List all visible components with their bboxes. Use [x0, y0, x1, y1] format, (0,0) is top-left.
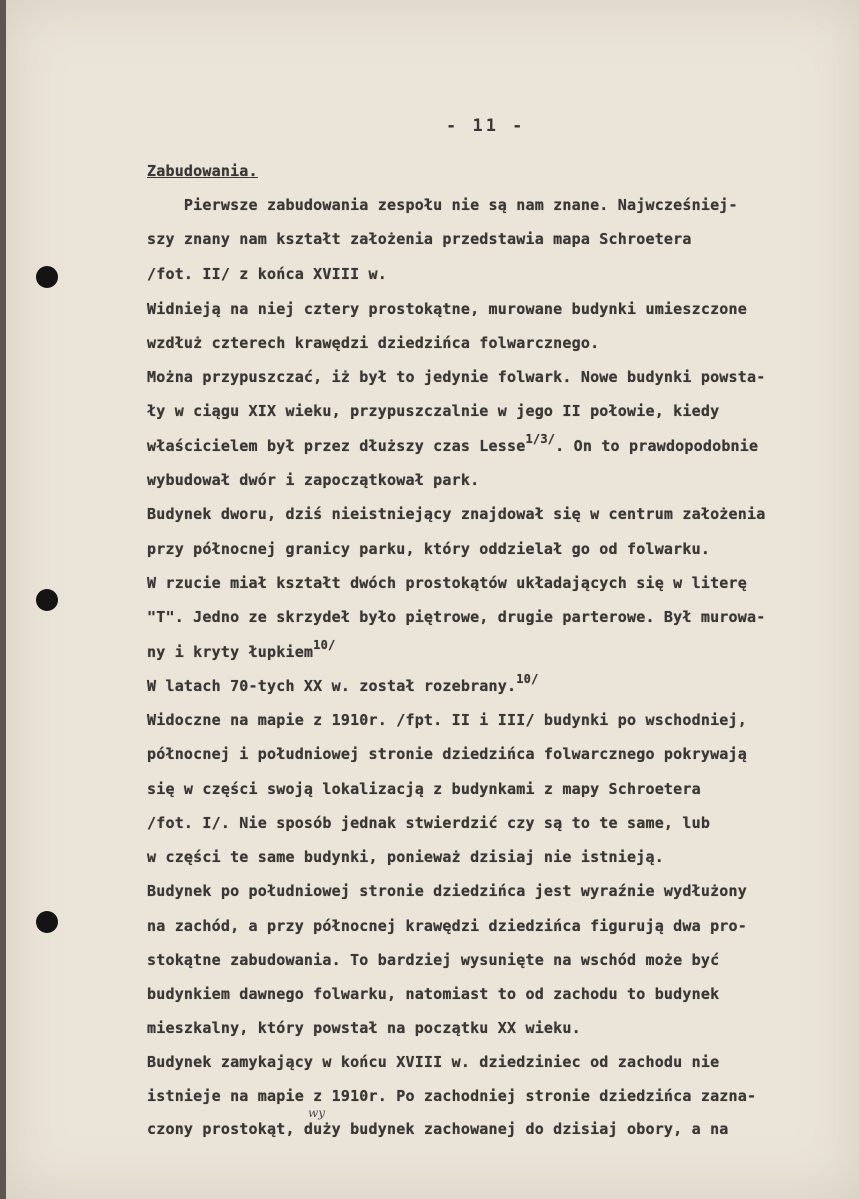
text-line: budynkiem dawnego folwarku, natomiast to od zachodu to budynek: [147, 985, 720, 1003]
text-fragment: właścicielem był przez dłuższy czas Lesse: [147, 437, 526, 455]
text-line: Budynek dworu, dziś nieistniejący znajdował się w centrum założenia: [147, 505, 766, 523]
footnote-ref: 10/: [313, 638, 336, 652]
text-line: Widoczne na mapie z 1910r. /fpt. II i III/ budynki po wschodniej,: [147, 711, 747, 729]
text-line: Pierwsze zabudowania zespołu nie są nam znane. Najwcześniej-: [147, 196, 738, 214]
text-line: [147, 638, 336, 661]
text-line: czony prostokąt, duży budynek zachowanej do dzisiaj obory, a na: [147, 1120, 729, 1138]
text-line: wzdłuż czterech krawędzi dziedzińca folwarcznego.: [147, 334, 600, 352]
text-line: /fot. I/. Nie sposób jednak stwierdzić czy są to te same, lub: [147, 814, 711, 832]
page-number: - 11 -: [446, 116, 526, 136]
punch-hole: [36, 266, 58, 288]
text-line: w części te same budynki, ponieważ dzisiaj nie istnieją.: [147, 848, 664, 866]
text-line: istnieje na mapie z 1910r. Po zachodniej stronie dziedzińca zazna-: [147, 1087, 757, 1105]
text-line: Budynek zamykający w końcu XVIII w. dziedziniec od zachodu nie: [147, 1053, 720, 1071]
text-line: /fot. II/ z końca XVIII w.: [147, 265, 387, 283]
text-line: [147, 432, 759, 455]
text-line: Widnieją na niej cztery prostokątne, murowane budynki umieszczone: [147, 300, 747, 318]
text-line: ły w ciągu XIX wieku, przypuszczalnie w jego II połowie, kiedy: [147, 402, 720, 420]
footnote-ref: 1/3/: [525, 432, 556, 446]
text-line: Budynek po południowej stronie dziedzińca jest wyraźnie wydłużony: [147, 882, 747, 900]
document-page: [6, 0, 859, 1199]
text-line: wybudował dwór i zapoczątkował park.: [147, 471, 480, 489]
text-line: się w części swoją lokalizacją z budynkami z mapy Schroetera: [147, 780, 701, 798]
text-line: mieszkalny, który powstał na początku XX wieku.: [147, 1019, 581, 1037]
text-line: przy północnej granicy parku, który oddzielał go od folwarku.: [147, 540, 711, 558]
text-fragment: ny i kryty łupkiem: [147, 643, 314, 661]
text-line: stokątne zabudowania. To bardziej wysunięte na wschód może być: [147, 951, 720, 969]
text-line: "T". Jedno ze skrzydeł było piętrowe, drugie parterowe. Był murowa-: [147, 608, 766, 626]
punch-hole: [36, 911, 58, 933]
text-line: północnej i południowej stronie dziedzińca folwarcznego pokrywają: [147, 745, 747, 763]
text-line: [147, 672, 539, 695]
handwritten-insert: wy: [308, 1106, 326, 1120]
text-line: na zachód, a przy północnej krawędzi dziedzińca figurują dwa pro-: [147, 917, 747, 935]
text-line: W rzucie miał kształt dwóch prostokątów układających się w literę: [147, 574, 747, 592]
text-line: szy znany nam kształt założenia przedstawia mapa Schroetera: [147, 230, 692, 248]
punch-hole: [36, 589, 58, 611]
text-fragment: W latach 70-tych XX w. został rozebrany.: [147, 677, 517, 695]
text-line: Można przypuszczać, iż był to jedynie folwark. Nowe budynki powsta-: [147, 368, 766, 386]
footnote-ref: 10/: [516, 672, 539, 686]
text-fragment: . On to prawdopodobnie: [555, 437, 759, 455]
section-heading: Zabudowania.: [147, 162, 258, 180]
